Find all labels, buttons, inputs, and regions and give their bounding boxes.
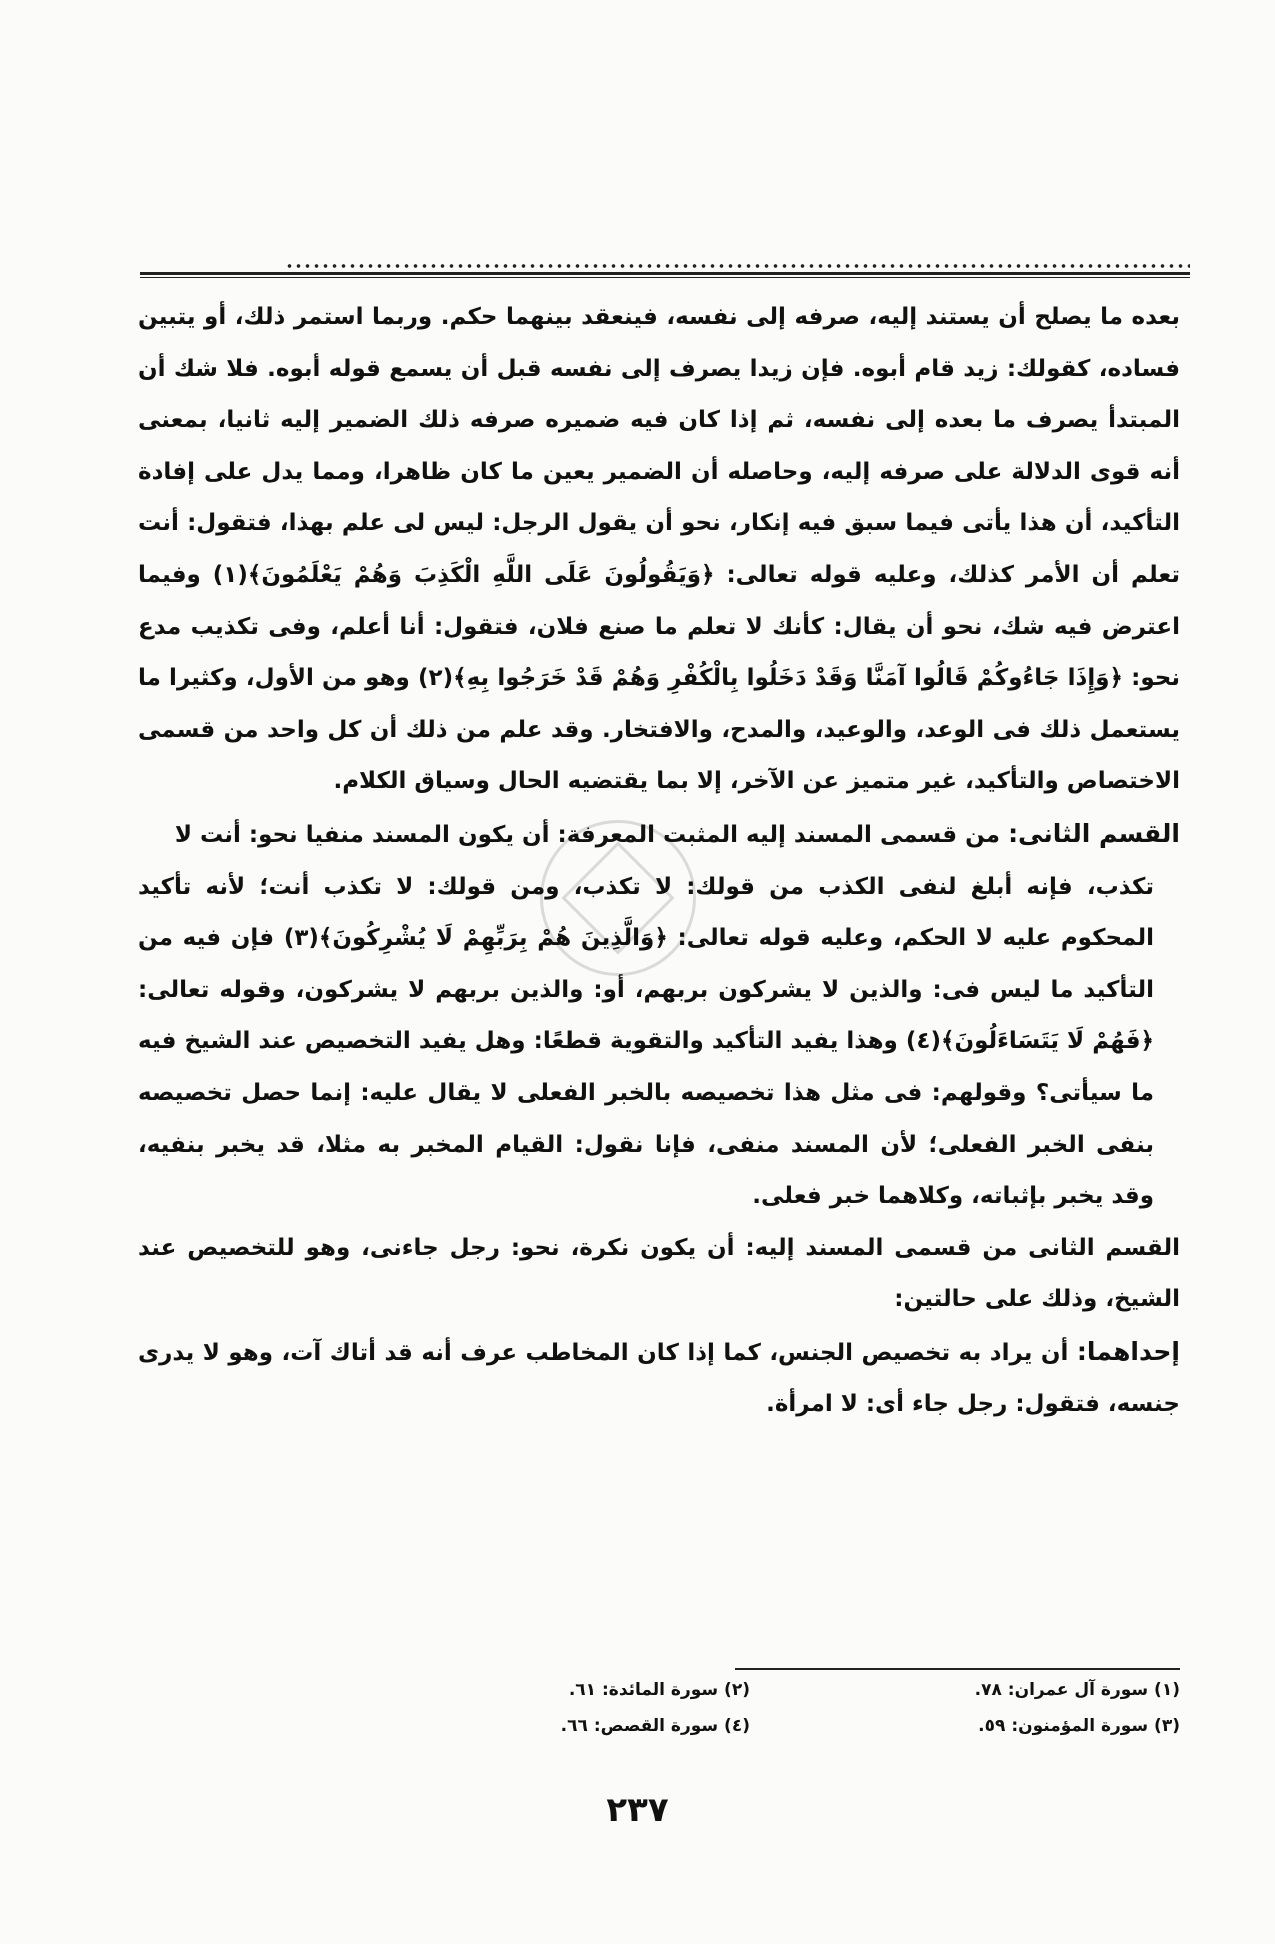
- thick-rule: [140, 272, 1190, 275]
- footnote-4: (٤) سورة القصص: ٦٦.: [560, 1716, 750, 1736]
- section-heading-text: من قسمى المسند إليه المثبت المعرفة: أن يكون المسند منفيا نحو: أنت لا: [174, 821, 1001, 848]
- paragraph-1: بعده ما يصلح أن يستند إليه، صرفه إلى نفسه، فينعقد بينهما حكم. وربما استمر ذلك، أو يتبين فساده، كقولك: زيد قام أبوه. فإن زيدا يصرف إلى نفسه قبل أن يسمع قوله أبوه. فلا شك أن المبتدأ يصرف ما بعده إلى نفسه، ثم إذا كان فيه ضميره صرفه ذلك الضمير إليه ثانيا، بمعنى أنه قوى الدلالة على صرفه إليه، وحاصله أن الضمير يعين ما كان ظاهرا، ومما يدل على إفادة التأكيد، أن هذا يأتى فيما سبق فيه إنكار، نحو أن يقول الرجل: ليس لى علم بهذا، فتقول: أنت تعلم أن الأمر كذلك، وعليه قوله تعالى: ﴿وَيَقُولُونَ عَلَى اللَّهِ الْكَذِبَ وَهُمْ يَعْلَمُونَ﴾(١) وفيما اعترض فيه شك، نحو أن يقال: كأنك لا تعلم ما صنع فلان، فتقول: أنا أعلم، وفى تكذيب مدع نحو: ﴿وَإِذَا جَاءُوكُمْ قَالُوا آمَنَّا وَقَدْ دَخَلُوا بِالْكُفْرِ وَهُمْ قَدْ خَرَجُوا بِهِ﴾(٢) وهو من الأول، وكثيرا ما يستعمل ذلك فى الوعد، والوعيد، والمدح، والافتخار. وقد علم من ذلك أن كل واحد من قسمى الاختصاص والتأكيد، غير متميز عن الآخر، إلا بما يقتضيه الحال وسياق الكلام.: [138, 304, 1180, 795]
- main-text: [138, 292, 1180, 1431]
- footnotes: [390, 1680, 1180, 1736]
- header-rule: [140, 262, 1190, 280]
- thin-rule: [140, 277, 1190, 278]
- footnote-3: (٣) سورة المؤمنون: ٥٩.: [978, 1716, 1180, 1736]
- paragraph-4: القسم الثانى من قسمى المسند إليه: أن يكون نكرة، نحو: رجل جاءنى، وهو للتخصيص عند الشيخ، وذلك على حالتين:: [138, 1234, 1180, 1313]
- paragraph-5: [138, 1326, 1180, 1431]
- footnote-1: (١) سورة آل عمران: ٧٨.: [974, 1680, 1180, 1700]
- case-text: أن يراد به تخصيص الجنس، كما إذا كان المخاطب عرف أنه قد أتاك آت، وهو لا يدرى جنسه، فتقول: رجل جاء أى: لا امرأة.: [138, 1339, 1180, 1418]
- page-number: ٢٣٧: [606, 1790, 669, 1830]
- footnote-rule: [735, 1668, 1180, 1670]
- dotted-rule: [285, 262, 1190, 270]
- paragraph-3: تكذب، فإنه أبلغ لنفى الكذب من قولك: لا تكذب، ومن قولك: لا تكذب أنت؛ لأنه تأكيد المحكوم عليه لا الحكم، وعليه قوله تعالى: ﴿وَالَّذِينَ هُمْ بِرَبِّهِمْ لَا يُشْرِكُونَ﴾(٣) فإن فيه من التأكيد ما ليس فى: والذين لا يشركون بربهم، أو: والذين بربهم لا يشركون، وقوله تعالى: ﴿فَهُمْ لَا يَتَسَاءَلُونَ﴾(٤) وهذا يفيد التأكيد والتقوية قطعًا: وهل يفيد التخصيص عند الشيخ فيه ما سيأتى؟ وقولهم: فى مثل هذا تخصيصه بالخبر الفعلى لا يقال عليه: إنما حصل تخصيصه بنفى الخبر الفعلى؛ لأن المسند منفى، فإنا نقول: القيام المخبر به مثلا، قد يخبر بنفيه، وقد يخبر بإثباته، وكلاهما خبر فعلى.: [138, 873, 1154, 1210]
- section-heading: القسم الثانى:: [1008, 818, 1180, 848]
- footnote-2: (٢) سورة المائدة: ٦١.: [568, 1680, 750, 1700]
- case-heading: إحداهما:: [1076, 1336, 1180, 1366]
- paragraph-2: [138, 808, 1180, 862]
